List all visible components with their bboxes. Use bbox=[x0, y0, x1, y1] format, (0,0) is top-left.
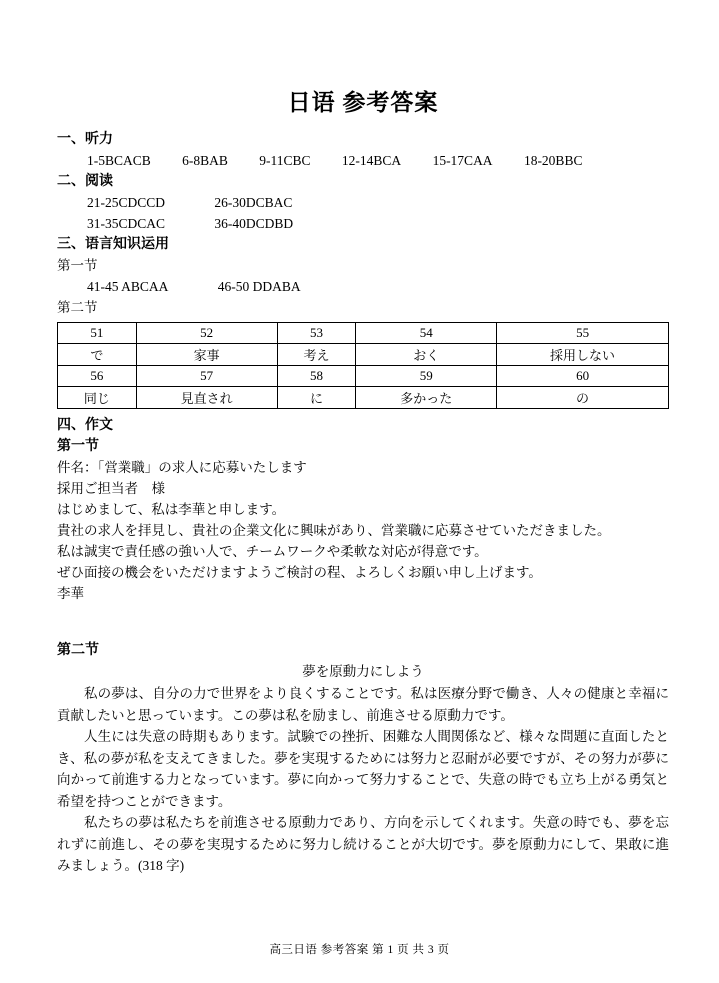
reading-answers-line2 bbox=[57, 213, 669, 234]
answer-group: 18-20BBC bbox=[523, 153, 583, 168]
table-row bbox=[58, 344, 669, 366]
answer-group: 1-5BCACB bbox=[87, 153, 151, 168]
table-cell: 54 bbox=[356, 323, 497, 344]
table-cell: 56 bbox=[58, 366, 137, 387]
language-part1-answers bbox=[57, 276, 669, 297]
table-cell: に bbox=[277, 387, 356, 409]
essay1-signature: 李華 bbox=[57, 586, 84, 601]
essay1-line: はじめまして、私は李華と申します。 bbox=[57, 502, 286, 517]
essay2-paragraph: 私の夢は、自分の力で世界をより良くすることです。私は医療分野で働き、人々の健康と幸福に貢献したいと思っています。この夢は私を励まし、前進させる原動力です。 bbox=[57, 686, 669, 723]
answer-group: 41-45 ABCAA bbox=[87, 279, 169, 294]
answer-group: 46-50 DDABA bbox=[217, 279, 301, 294]
answer-group: 12-14BCA bbox=[341, 153, 402, 168]
table-cell: 53 bbox=[277, 323, 356, 344]
table-cell: 58 bbox=[277, 366, 356, 387]
essay1-line: 件名：「営業職」の求人に応募いたします bbox=[57, 460, 307, 475]
section-reading-heading: 二、阅读 bbox=[57, 174, 113, 189]
language-part2-label: 第二节 bbox=[57, 300, 98, 315]
table-row bbox=[58, 323, 669, 344]
answer-group: 26-30DCBAC bbox=[214, 195, 293, 210]
answer-group: 6-8BAB bbox=[182, 153, 228, 168]
section-listening-heading: 一、听力 bbox=[57, 132, 113, 147]
table-cell: おく bbox=[356, 344, 497, 366]
table-cell: 見直され bbox=[136, 387, 277, 409]
table-row bbox=[58, 387, 669, 409]
table-row bbox=[58, 366, 669, 387]
table-cell: で bbox=[58, 344, 137, 366]
reading-answers-line1 bbox=[57, 192, 669, 213]
page-title: 日语 参考答案 bbox=[287, 90, 439, 115]
table-cell: 家事 bbox=[136, 344, 277, 366]
essay1-line: ぜひ面接の機会をいただけますようご検討の程、よろしくお願い申し上げます。 bbox=[57, 565, 542, 580]
answer-group: 31-35CDCAC bbox=[87, 216, 166, 231]
essay2-title: 夢を原動力にしよう bbox=[302, 664, 424, 679]
table-cell: 55 bbox=[497, 323, 669, 344]
essay1-line: 私は誠実で責任感の強い人で、チームワークや柔軟な対応が得意です。 bbox=[57, 544, 488, 559]
answer-group: 21-25CDCCD bbox=[87, 195, 166, 210]
table-cell: 多かった bbox=[356, 387, 497, 409]
table-cell: の bbox=[497, 387, 669, 409]
table-cell: 採用しない bbox=[497, 344, 669, 366]
essay1-line: 採用ご担当者 様 bbox=[57, 481, 165, 496]
table-cell: 57 bbox=[136, 366, 277, 387]
table-cell: 52 bbox=[136, 323, 277, 344]
table-cell: 同じ bbox=[58, 387, 137, 409]
essay2-paragraph: 私たちの夢は私たちを前進させる原動力であり、方向を示してくれます。失意の時でも、夢を忘れずに前進し、その夢を実現するために努力し続けることが大切です。夢を原動力にして、果敢に進みましょう。(318 字) bbox=[57, 815, 669, 873]
table-cell: 60 bbox=[497, 366, 669, 387]
section-language-heading: 三、语言知识运用 bbox=[57, 237, 169, 252]
answer-group: 9-11CBC bbox=[259, 153, 311, 168]
table-cell: 考え bbox=[277, 344, 356, 366]
answer-table bbox=[57, 322, 669, 409]
language-part1-label: 第一节 bbox=[57, 258, 98, 273]
table-cell: 51 bbox=[58, 323, 137, 344]
essay2-paragraph: 人生には失意の時期もあります。試験での挫折、困難な人間関係など、様々な問題に直面したとき、私の夢が私を支えてきました。夢を実現するためには努力と忍耐が必要ですが、その努力が夢に向かって前進する力となっています。夢に向かって努力することで、失意の時でも立ち上がる勇気と希望を持つことができます。 bbox=[57, 729, 669, 809]
listening-answers bbox=[57, 150, 669, 171]
writing-part1-label: 第一节 bbox=[57, 439, 99, 454]
section-writing-heading: 四、作文 bbox=[57, 418, 113, 433]
answer-group: 15-17CAA bbox=[432, 153, 493, 168]
writing-part2-label: 第二节 bbox=[57, 643, 99, 658]
table-cell: 59 bbox=[356, 366, 497, 387]
essay1-line: 貴社の求人を拝見し、貴社の企業文化に興味があり、営業職に応募させていただきました。 bbox=[57, 523, 611, 538]
answer-group: 36-40DCDBD bbox=[214, 216, 294, 231]
page-footer: 高三日语 参考答案 第 1 页 共 3 页 bbox=[269, 944, 450, 956]
